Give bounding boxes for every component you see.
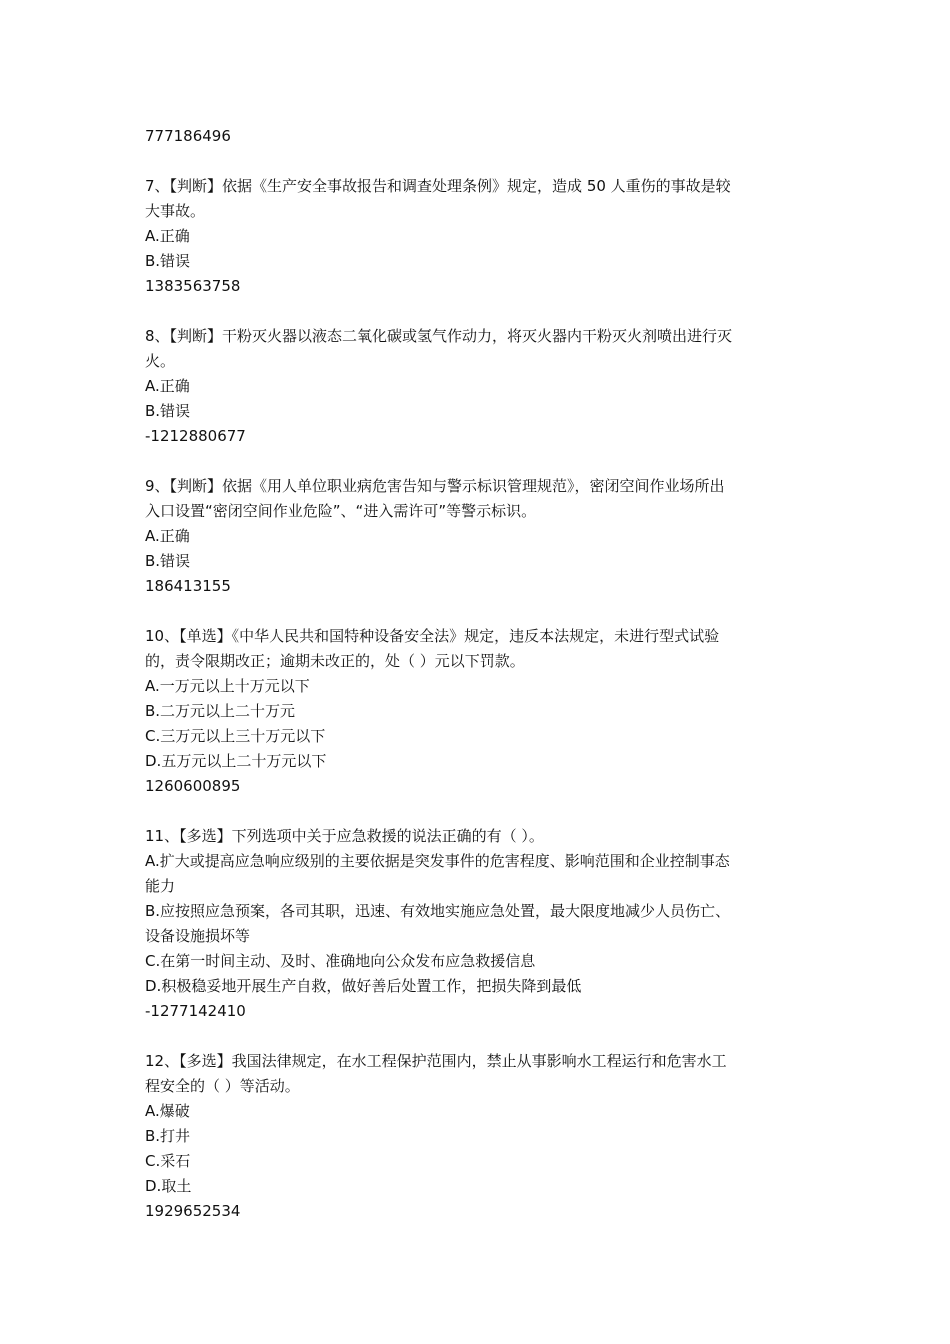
option-a: A.爆破: [145, 1102, 190, 1120]
option-a: A.扩大或提高应急响应级别的主要依据是突发事件的危害程度、影响范围和企业控制事态: [145, 852, 730, 870]
question-stem: 8、【判断】干粉灭火器以液态二氧化碳或氢气作动力，将灭火器内干粉灭火剂喷出进行灭: [145, 327, 733, 345]
option-c: C.三万元以上三十万元以下: [145, 727, 326, 745]
option-b: B.错误: [145, 402, 191, 420]
question-10: [145, 624, 810, 799]
option-a: A.正确: [145, 377, 190, 395]
option-b: B.打井: [145, 1127, 191, 1145]
option-b: B.二万元以上二十万元: [145, 702, 296, 720]
question-stem: 11、【多选】下列选项中关于应急救援的说法正确的有（ ）。: [145, 827, 544, 845]
question-11: [145, 824, 810, 1024]
option-a-cont: 能力: [145, 877, 176, 895]
option-b: B.应按照应急预案，各司其职，迅速、有效地实施应急处置，最大限度地减少人员伤亡、: [145, 902, 731, 920]
question-stem-cont: 程安全的（ ）等活动。: [145, 1077, 300, 1095]
question-stem: 7、【判断】依据《生产安全事故报告和调查处理条例》规定，造成 50 人重伤的事故是较: [145, 177, 731, 195]
question-stem: 10、【单选】《中华人民共和国特种设备安全法》规定，违反本法规定，未进行型式试验: [145, 627, 720, 645]
option-d: D.取土: [145, 1177, 192, 1195]
question-code: 1260600895: [145, 777, 241, 795]
question-stem: 12、【多选】我国法律规定，在水工程保护范围内，禁止从事影响水工程运行和危害水工: [145, 1052, 727, 1070]
question-stem-cont: 入口设置“密闭空间作业危险”、“进入需许可”等警示标识。: [145, 502, 537, 520]
question-7: [145, 174, 810, 299]
document-content: [145, 124, 810, 1249]
option-a: A.正确: [145, 527, 190, 545]
option-c: C.采石: [145, 1152, 191, 1170]
question-code: -1277142410: [145, 1002, 246, 1020]
question-code: 1929652534: [145, 1202, 241, 1220]
question-12: [145, 1049, 810, 1224]
option-c: C.在第一时间主动、及时、准确地向公众发布应急救援信息: [145, 952, 536, 970]
option-b: B.错误: [145, 252, 191, 270]
option-d: D.积极稳妥地开展生产自救，做好善后处置工作，把损失降到最低: [145, 977, 582, 995]
option-a: A.一万元以上十万元以下: [145, 677, 310, 695]
question-stem-cont: 大事故。: [145, 202, 206, 220]
question-code: 186413155: [145, 577, 231, 595]
question-code: 1383563758: [145, 277, 241, 295]
question-code: -1212880677: [145, 427, 246, 445]
question-stem: 9、【判断】依据《用人单位职业病危害告知与警示标识管理规范》，密闭空间作业场所出: [145, 477, 725, 495]
question-stem-cont: 的，责令限期改正；逾期未改正的，处（ ）元以下罚款。: [145, 652, 525, 670]
option-d: D.五万元以上二十万元以下: [145, 752, 327, 770]
leading-code: 777186496: [145, 127, 231, 145]
question-stem-cont: 火。: [145, 352, 176, 370]
option-a: A.正确: [145, 227, 190, 245]
option-b: B.错误: [145, 552, 191, 570]
option-b-cont: 设备设施损坏等: [145, 927, 251, 945]
question-9: [145, 474, 810, 599]
question-8: [145, 324, 810, 449]
